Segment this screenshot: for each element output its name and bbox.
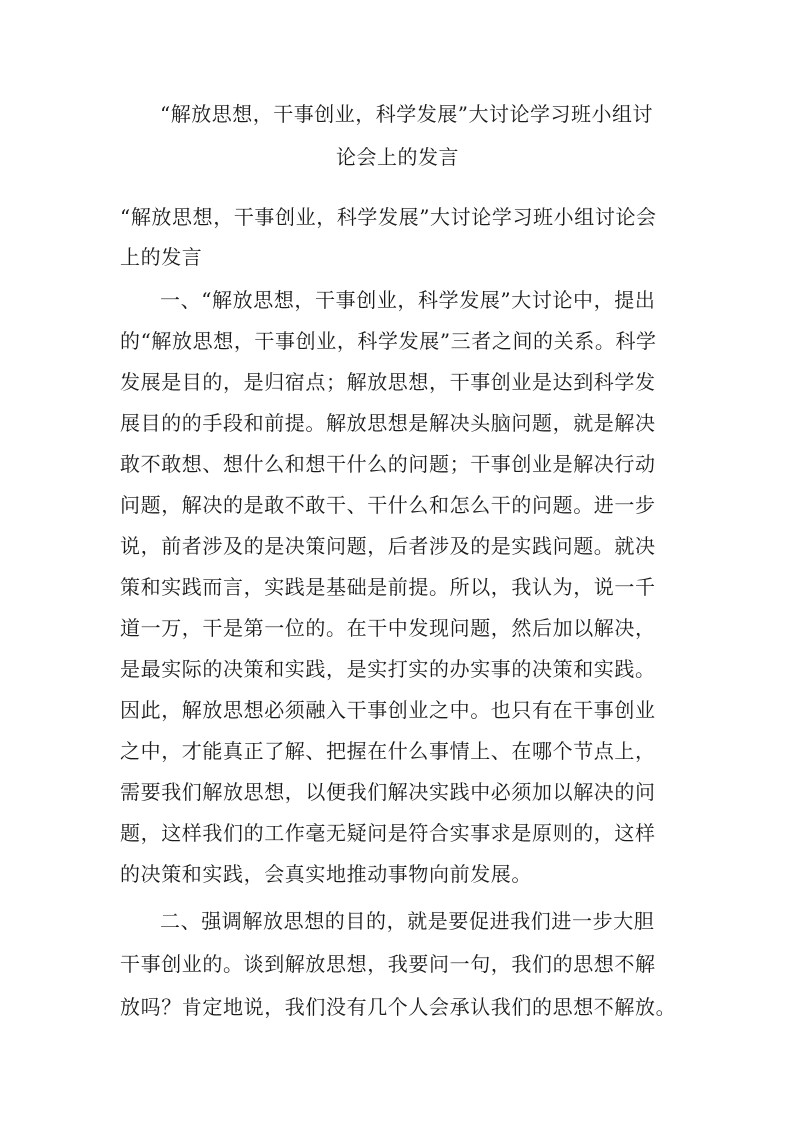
- paragraph1-line: 发展是目的，是归宿点；解放思想，干事创业是达到科学发: [120, 370, 656, 394]
- paragraph1-line: 问题，解决的是敢不敢干、干什么和怎么干的问题。进一步: [120, 493, 656, 517]
- paragraph1-line: 一、“解放思想，干事创业，科学发展”大讨论中，提出: [160, 288, 656, 312]
- paragraph2-line: 二、强调解放思想的目的，就是要促进我们进一步大胆: [160, 909, 655, 933]
- document-title-line-1: “解放思想，干事创业，科学发展”大讨论学习班小组讨: [160, 102, 653, 126]
- paragraph1-line: 策和实践而言，实践是基础是前提。所以，我认为，说一千: [120, 575, 656, 599]
- paragraph1-line: 展目的的手段和前提。解放思想是解决头脑问题，就是解决: [120, 411, 656, 435]
- subtitle-line-1: “解放思想，干事创业，科学发展”大讨论学习班小组讨论会: [120, 205, 657, 229]
- paragraph2-line: 干事创业的。谈到解放思想，我要问一句，我们的思想不解: [120, 952, 656, 976]
- paragraph1-line: 题，这样我们的工作毫无疑问是符合实事求是原则的，这样: [120, 821, 656, 845]
- subtitle-line-2: 上的发言: [120, 245, 203, 269]
- paragraph1-line: 因此，解放思想必须融入干事创业之中。也只有在干事创业: [120, 698, 656, 722]
- paragraph1-line: 说，前者涉及的是决策问题，后者涉及的是实践问题。就决: [120, 534, 656, 558]
- paragraph2-line: 放吗？肯定地说，我们没有几个人会承认我们的思想不解放。: [120, 995, 677, 1019]
- paragraph1-line: 是最实际的决策和实践，是实打实的办实事的决策和实践。: [120, 657, 656, 681]
- paragraph1-line: 的决策和实践，会真实地推动事物向前发展。: [120, 862, 532, 886]
- paragraph1-line: 的“解放思想，干事创业，科学发展”三者之间的关系。科学: [120, 329, 657, 353]
- paragraph1-line: 需要我们解放思想，以便我们解决实践中必须加以解决的问: [120, 780, 656, 804]
- paragraph1-line: 敢不敢想、想什么和想干什么的问题；干事创业是解决行动: [120, 452, 656, 476]
- paragraph1-line: 道一万，干是第一位的。在干中发现问题，然后加以解决，: [120, 616, 656, 640]
- document-title-line-2: 论会上的发言: [336, 145, 459, 169]
- paragraph1-line: 之中，才能真正了解、把握在什么事情上、在哪个节点上，: [120, 739, 656, 763]
